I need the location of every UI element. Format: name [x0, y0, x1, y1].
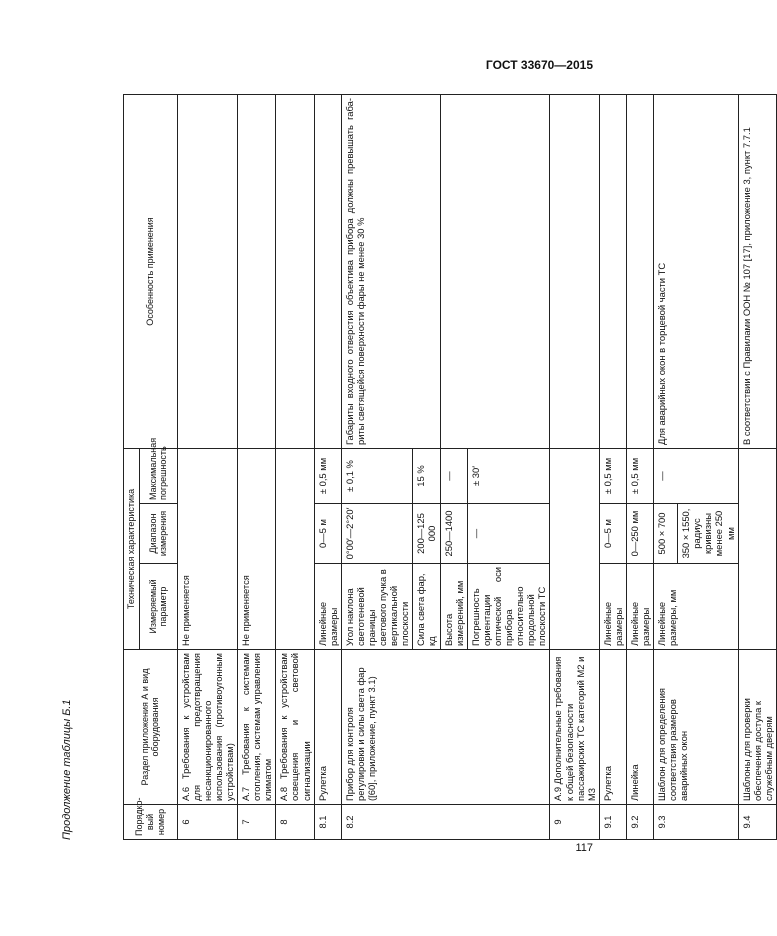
row-error: ± 30′ — [467, 449, 550, 504]
row-error: ± 0,1 % — [341, 449, 413, 504]
row-notes — [599, 95, 626, 449]
row-error: ± 0,5 мм — [626, 449, 653, 504]
row-param: Погрешность ориентации оптической оси прибора относительно продольной плоскости ТС — [467, 564, 550, 650]
row-error: 15 % — [413, 449, 440, 504]
row-range: 0—5 м — [599, 504, 626, 564]
row-num: 8.2 — [341, 805, 550, 840]
row-section: А.7 Требования к системам отопления, системам управления климатом — [238, 650, 276, 805]
row-param — [276, 449, 314, 650]
row-param: Высота измерений, мм — [440, 564, 467, 650]
row-error: ± 0,5 мм — [314, 449, 341, 504]
row-notes: Для аварийных окон в торцевой части ТС — [654, 95, 738, 449]
col-header-error: Максимальная погрешность — [139, 449, 177, 504]
row-num: 8 — [276, 805, 314, 840]
row-param: Не применяется — [177, 449, 237, 650]
row-param: Линейные размеры — [599, 564, 626, 650]
row-param: Угол наклона светотеневой границы светового пучка в вертикальной плоскости — [341, 564, 413, 650]
row-error: ± 0,5 мм — [599, 449, 626, 504]
table-row — [238, 95, 276, 840]
col-header-num: Порядко- вый номер — [124, 805, 178, 840]
row-notes — [276, 95, 314, 449]
table-row — [738, 95, 776, 840]
row-param — [550, 449, 599, 650]
row-notes — [177, 95, 237, 449]
row-section: А.9 Дополнительные требования к общей безопасности пассажирских ТС категорий M2 и M3 — [550, 650, 599, 805]
table-row — [654, 95, 678, 840]
row-notes — [440, 95, 550, 449]
table-row — [341, 95, 413, 840]
col-header-param: Измеряемый параметр — [139, 564, 177, 650]
row-section: А.8 Требования к устройствам освещения и световой сигнализации — [276, 650, 314, 805]
row-section: Рулетка — [599, 650, 626, 805]
table-row — [177, 95, 237, 840]
row-section: Прибор для контроля регулировки и силы света фар ([60], приложение, пункт 3.1) — [341, 650, 550, 805]
row-range: — — [467, 504, 550, 564]
row-section: Линейка — [626, 650, 653, 805]
row-param — [738, 449, 776, 650]
table-row — [276, 95, 314, 840]
row-range: 250—1400 — [440, 504, 467, 564]
row-num: 6 — [177, 805, 237, 840]
row-range: 500 × 700 — [654, 504, 678, 564]
row-error: — — [654, 449, 738, 504]
row-param: Сила света фар, кд — [413, 564, 440, 650]
row-notes: Габариты входного отверстия объектива прибора должны превышать габариты светящейся поверхности фары не менее 30 % — [341, 95, 440, 449]
row-num: 7 — [238, 805, 276, 840]
row-section: А.6 Требования к устройствам для предотвращения несанкционированного использования (противоугонным устройствам) — [177, 650, 237, 805]
table-row — [314, 95, 341, 840]
col-header-tech: Техническая характеристика — [124, 449, 140, 650]
row-num: 9.3 — [654, 805, 738, 840]
row-num: 9.2 — [626, 805, 653, 840]
table-row — [550, 95, 599, 840]
row-notes — [314, 95, 341, 449]
row-notes: В соответствии с Правилами ООН № 107 [17], приложение 3, пункт 7.7.1 — [738, 95, 776, 449]
row-param: Линейные размеры — [314, 564, 341, 650]
row-section: Шаблоны для проверки обеспечения доступа к служебным дверям — [738, 650, 776, 805]
rotated-table-frame — [123, 95, 774, 840]
table-row — [626, 95, 653, 840]
row-range: 0—250 мм — [626, 504, 653, 564]
col-header-section: Раздел приложения А и вид оборудования — [124, 650, 178, 805]
row-range: 350 × 1550, радиус кривизны менее 250 мм — [678, 504, 738, 564]
col-header-range: Диапазон измерения — [139, 504, 177, 564]
standard-header: ГОСТ 33670—2015 — [485, 58, 593, 72]
row-param: Линейные размеры, мм — [654, 564, 738, 650]
row-param: Линейные размеры — [626, 564, 653, 650]
table-row — [599, 95, 626, 840]
row-section: Шаблон для определения соответствия размеров аварийных окон — [654, 650, 738, 805]
row-notes — [238, 95, 276, 449]
row-notes — [550, 95, 599, 449]
row-range: 200—125 000 — [413, 504, 440, 564]
row-section: Рулетка — [314, 650, 341, 805]
row-num: 8.1 — [314, 805, 341, 840]
row-error: — — [440, 449, 467, 504]
table-caption: Продолжение таблицы Б.1 — [61, 699, 73, 840]
row-notes — [626, 95, 653, 449]
row-range: 0—5 м — [314, 504, 341, 564]
row-num: 9 — [550, 805, 599, 840]
page-number: 117 — [575, 842, 593, 854]
row-num: 9.1 — [599, 805, 626, 840]
rotated-table-container — [123, 95, 774, 840]
row-num: 9.4 — [738, 805, 776, 840]
row-param: Не применяется — [238, 449, 276, 650]
row-range: 0°00′—2°20′ — [341, 504, 413, 564]
requirements-table — [123, 94, 777, 840]
col-header-notes: Особенность применения — [124, 95, 178, 449]
